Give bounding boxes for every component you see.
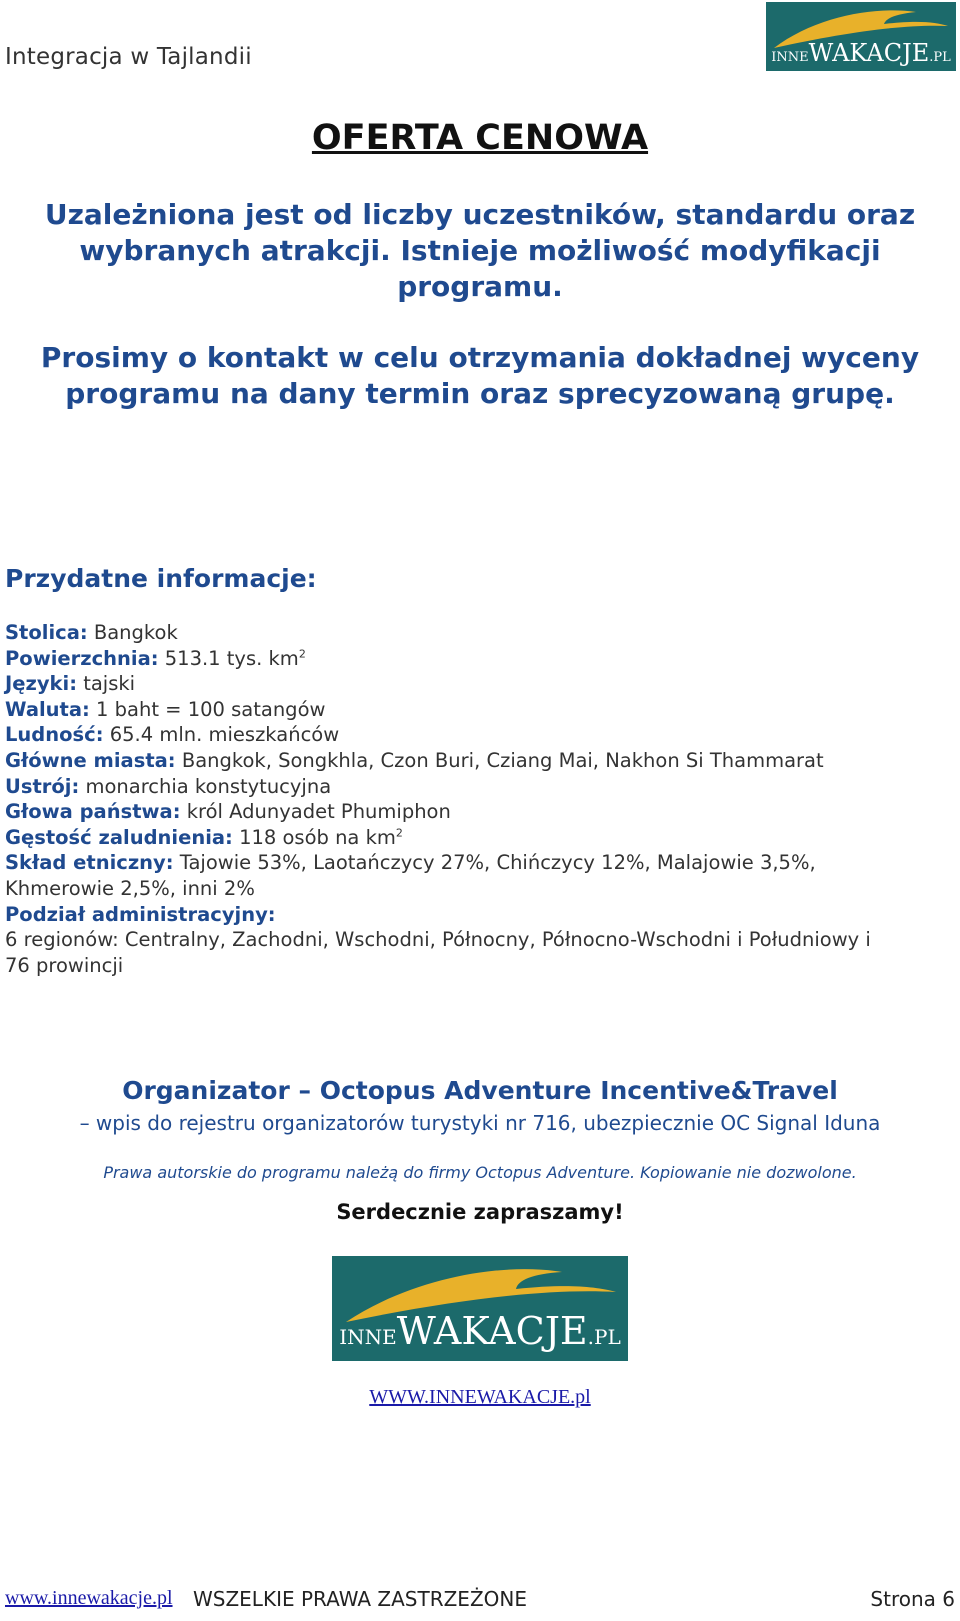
info-ethnic xyxy=(5,850,955,876)
info-label: Główne miasta: xyxy=(5,748,176,772)
innewakacje-logo-large[interactable] xyxy=(332,1256,628,1361)
offer-title: OFERTA CENOWA xyxy=(311,118,649,158)
innewakacje-logo[interactable] xyxy=(766,2,956,71)
info-label: Ustrój: xyxy=(5,774,80,798)
info-value: tajski xyxy=(83,672,136,696)
website-link[interactable]: WWW.INNEWAKACJE.pl xyxy=(369,1386,591,1408)
info-label: Ludność: xyxy=(5,723,104,747)
organizer-registry: – wpis do rejestru organizatorów turystyki nr 716, ubezpiecznie OC Signal Iduna xyxy=(79,1111,881,1135)
info-density xyxy=(5,825,955,851)
info-label: Stolica: xyxy=(5,621,88,644)
logo-main: WAKACJE xyxy=(808,39,930,67)
footer-website-link[interactable]: www.innewakacje.pl xyxy=(5,1587,173,1609)
info-superscript: 2 xyxy=(298,647,306,661)
logo-prefix: INNE xyxy=(339,1325,397,1349)
info-system xyxy=(5,774,955,800)
info-label: Skład etniczny: xyxy=(5,851,174,875)
info-value: Tajowie 53%, Laotańczycy 27%, Chińczycy 12%, Malajowie 3,5%, xyxy=(179,851,816,875)
info-capital xyxy=(5,620,955,646)
logo-suffix: .PL xyxy=(587,1325,621,1349)
info-label: Powierzchnia: xyxy=(5,646,159,670)
offer-intro-line: wybranych atrakcji. Istnieje możliwość modyfikacji xyxy=(79,234,881,267)
info-list xyxy=(5,620,955,978)
info-value: 513.1 tys. km xyxy=(164,646,299,670)
info-label: Waluta: xyxy=(5,697,90,721)
offer-intro-line: Uzależniona jest od liczby uczestników, standardu oraz xyxy=(44,198,916,231)
copyright-notice: Prawa autorskie do programu należą do firmy Octopus Adventure. Kopiowanie nie dozwolone. xyxy=(103,1163,857,1182)
offer-contact-line: programu na dany termin oraz sprecyzowaną grupę. xyxy=(65,377,895,410)
info-area xyxy=(5,646,955,672)
logo-main: WAKACJE xyxy=(396,1309,588,1353)
info-label: Głowa państwa: xyxy=(5,800,181,824)
info-value: 65.4 mln. mieszkańców xyxy=(109,723,340,747)
info-admin xyxy=(5,902,955,928)
logo-suffix: .PL xyxy=(929,50,951,65)
info-admin-continued: 76 prowincji xyxy=(5,953,124,977)
organizer-title: Organizator – Octopus Adventure Incentive&Travel xyxy=(122,1076,838,1105)
info-value: 1 baht = 100 satangów xyxy=(96,697,326,721)
footer-rights: WSZELKIE PRAWA ZASTRZEŻONE xyxy=(193,1587,527,1611)
info-value: król Adunyadet Phumiphon xyxy=(186,800,451,824)
info-admin-value: 6 regionów: Centralny, Zachodni, Wschodni, Północny, Północno-Wschodni i Południowy i xyxy=(5,928,871,952)
info-value: 118 osób na km xyxy=(239,825,396,849)
info-ethnic-continued: Khmerowie 2,5%, inni 2% xyxy=(5,876,255,900)
info-cities xyxy=(5,748,955,774)
info-heading: Przydatne informacje: xyxy=(5,564,317,593)
invitation-text: Serdecznie zapraszamy! xyxy=(336,1200,624,1224)
page-footer xyxy=(0,1587,960,1617)
offer-intro xyxy=(0,197,960,305)
info-value: monarchia konstytucyjna xyxy=(85,774,332,798)
document-header-title: Integracja w Tajlandii xyxy=(5,44,252,70)
info-value: Bangkok, Songkhla, Czon Buri, Cziang Mai, Nakhon Si Thammarat xyxy=(181,748,824,772)
info-languages xyxy=(5,671,955,697)
footer-page-number: Strona 6 xyxy=(870,1587,955,1611)
info-head-of-state xyxy=(5,799,955,825)
logo-prefix: INNE xyxy=(771,50,809,65)
offer-contact xyxy=(0,340,960,412)
info-currency xyxy=(5,697,955,723)
info-value: Bangkok xyxy=(93,621,178,644)
info-label: Gęstość zaludnienia: xyxy=(5,825,233,849)
info-label: Języki: xyxy=(5,672,77,696)
info-label: Podział administracyjny: xyxy=(5,902,276,926)
info-superscript: 2 xyxy=(395,826,403,840)
offer-contact-line: Prosimy o kontakt w celu otrzymania dokładnej wyceny xyxy=(40,341,920,374)
offer-intro-line: programu. xyxy=(397,270,563,303)
info-population xyxy=(5,722,955,748)
